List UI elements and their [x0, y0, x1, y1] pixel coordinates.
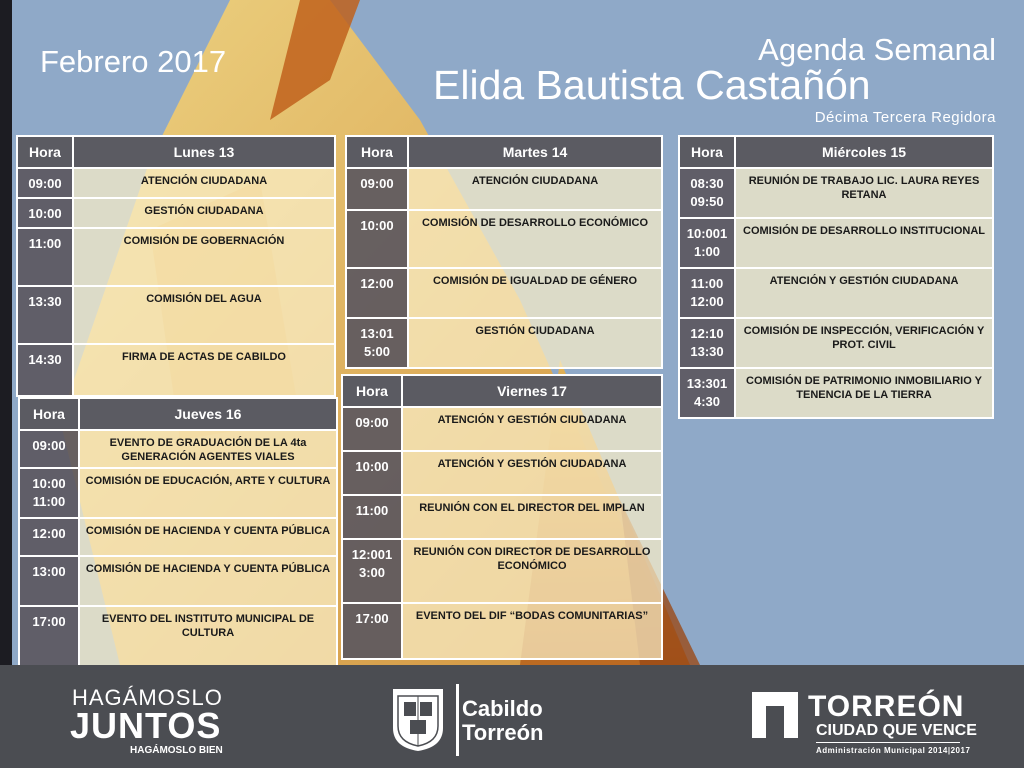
day-header: Martes 14	[408, 136, 662, 168]
event-time: 10:00	[346, 210, 408, 268]
table-header-row	[342, 375, 662, 407]
torreon-logo-text: TORREÓN	[808, 690, 965, 723]
day-header: Lunes 13	[73, 136, 335, 168]
event-time: 17:00	[19, 606, 79, 674]
table-row	[679, 168, 993, 218]
event-description: REUNIÓN CON DIRECTOR DE DESARROLLO ECONÓMICO	[402, 539, 662, 603]
table-header-row	[679, 136, 993, 168]
table-row	[19, 430, 337, 468]
table-row	[346, 210, 662, 268]
cabildo-divider	[456, 684, 459, 756]
table-header-row	[17, 136, 335, 168]
event-description: ATENCIÓN Y GESTIÓN CIUDADANA	[402, 407, 662, 451]
event-time: 11:00 12:00	[679, 268, 735, 318]
hagamoslo-logo-top: HAGÁMOSLO	[72, 685, 223, 710]
person-name: Elida Bautista Castañón	[433, 62, 871, 108]
hora-header: Hora	[17, 136, 73, 168]
table-row	[19, 468, 337, 518]
event-description: COMISIÓN DE HACIENDA Y CUENTA PÚBLICA	[79, 518, 337, 556]
table-row	[342, 451, 662, 495]
table-row	[17, 228, 335, 286]
table-row	[17, 286, 335, 344]
event-description: ATENCIÓN CIUDADANA	[73, 168, 335, 198]
event-time: 09:00	[342, 407, 402, 451]
hora-header: Hora	[679, 136, 735, 168]
event-time: 10:001 1:00	[679, 218, 735, 268]
event-time: 12:10 13:30	[679, 318, 735, 368]
table-row	[17, 168, 335, 198]
day-header: Viernes 17	[402, 375, 662, 407]
event-description: COMISIÓN DE INSPECCIÓN, VERIFICACIÓN Y PROT. CIVIL	[735, 318, 993, 368]
event-description: EVENTO DEL INSTITUTO MUNICIPAL DE CULTURA	[79, 606, 337, 674]
table-row	[342, 603, 662, 659]
table-header-row	[346, 136, 662, 168]
table-row	[19, 606, 337, 674]
cabildo-city-text: Torreón	[462, 720, 544, 745]
person-role: Décima Tercera Regidora	[814, 109, 996, 126]
day-header: Miércoles 15	[735, 136, 993, 168]
event-description: COMISIÓN DEL AGUA	[73, 286, 335, 344]
event-time: 10:00 11:00	[19, 468, 79, 518]
event-time: 13:01 5:00	[346, 318, 408, 368]
table-row	[679, 368, 993, 418]
table-row	[19, 556, 337, 606]
event-time: 08:30 09:50	[679, 168, 735, 218]
event-time: 09:00	[17, 168, 73, 198]
event-description: EVENTO DE GRADUACIÓN DE LA 4ta GENERACIÓN AGENTES VIALES	[79, 430, 337, 468]
table-row	[342, 495, 662, 539]
schedule-table-monday	[16, 135, 336, 397]
torreon-divider	[816, 742, 960, 743]
table-row	[346, 318, 662, 368]
event-time: 11:00	[17, 228, 73, 286]
torreon-slogan: CIUDAD QUE VENCE	[816, 722, 977, 739]
cabildo-text: Cabildo	[462, 696, 543, 721]
hora-header: Hora	[346, 136, 408, 168]
event-description: COMISIÓN DE IGUALDAD DE GÉNERO	[408, 268, 662, 318]
event-description: COMISIÓN DE EDUCACIÓN, ARTE Y CULTURA	[79, 468, 337, 518]
hagamoslo-logo-main: JUNTOS	[70, 705, 222, 746]
event-description: FIRMA DE ACTAS DE CABILDO	[73, 344, 335, 396]
event-description: REUNIÓN CON EL DIRECTOR DEL IMPLAN	[402, 495, 662, 539]
schedule-table-wednesday	[678, 135, 994, 419]
table-row	[679, 318, 993, 368]
event-time: 09:00	[19, 430, 79, 468]
hora-header: Hora	[342, 375, 402, 407]
table-row	[679, 268, 993, 318]
event-time: 13:30	[17, 286, 73, 344]
table-header-row	[19, 398, 337, 430]
hora-header: Hora	[19, 398, 79, 430]
event-time: 10:00	[17, 198, 73, 228]
event-description: COMISIÓN DE GOBERNACIÓN	[73, 228, 335, 286]
event-time: 11:00	[342, 495, 402, 539]
agenda-title: Agenda Semanal	[758, 32, 996, 67]
table-row	[346, 168, 662, 210]
table-row	[679, 218, 993, 268]
table-row	[346, 268, 662, 318]
day-header: Jueves 16	[79, 398, 337, 430]
event-time: 13:301 4:30	[679, 368, 735, 418]
event-description: GESTIÓN CIUDADANA	[73, 198, 335, 228]
torreon-administration: Administración Municipal 2014|2017	[816, 746, 971, 755]
event-description: EVENTO DEL DIF “BODAS COMUNITARIAS”	[402, 603, 662, 659]
table-row	[342, 539, 662, 603]
table-row	[17, 198, 335, 228]
hagamoslo-logo-sub: HAGÁMOSLO BIEN	[130, 745, 223, 756]
event-time: 17:00	[342, 603, 402, 659]
event-time: 12:00	[346, 268, 408, 318]
event-description: COMISIÓN DE DESARROLLO ECONÓMICO	[408, 210, 662, 268]
event-time: 12:001 3:00	[342, 539, 402, 603]
month-label: Febrero 2017	[40, 44, 227, 79]
table-row	[19, 518, 337, 556]
event-description: ATENCIÓN Y GESTIÓN CIUDADANA	[735, 268, 993, 318]
event-description: GESTIÓN CIUDADANA	[408, 318, 662, 368]
table-row	[342, 407, 662, 451]
event-description: REUNIÓN DE TRABAJO LIC. LAURA REYES RETANA	[735, 168, 993, 218]
schedule-table-tuesday	[345, 135, 663, 369]
table-row	[17, 344, 335, 396]
event-time: 12:00	[19, 518, 79, 556]
event-description: COMISIÓN DE PATRIMONIO INMOBILIARIO Y TENENCIA DE LA TIERRA	[735, 368, 993, 418]
schedule-table-thursday	[18, 397, 338, 675]
event-time: 14:30	[17, 344, 73, 396]
event-description: COMISIÓN DE HACIENDA Y CUENTA PÚBLICA	[79, 556, 337, 606]
event-description: ATENCIÓN Y GESTIÓN CIUDADANA	[402, 451, 662, 495]
event-description: ATENCIÓN CIUDADANA	[408, 168, 662, 210]
torreon-logo-icon	[752, 692, 798, 738]
event-time: 10:00	[342, 451, 402, 495]
event-description: COMISIÓN DE DESARROLLO INSTITUCIONAL	[735, 218, 993, 268]
schedule-table-friday	[341, 374, 663, 660]
torreon-seal-icon	[388, 684, 448, 754]
event-time: 09:00	[346, 168, 408, 210]
event-time: 13:00	[19, 556, 79, 606]
